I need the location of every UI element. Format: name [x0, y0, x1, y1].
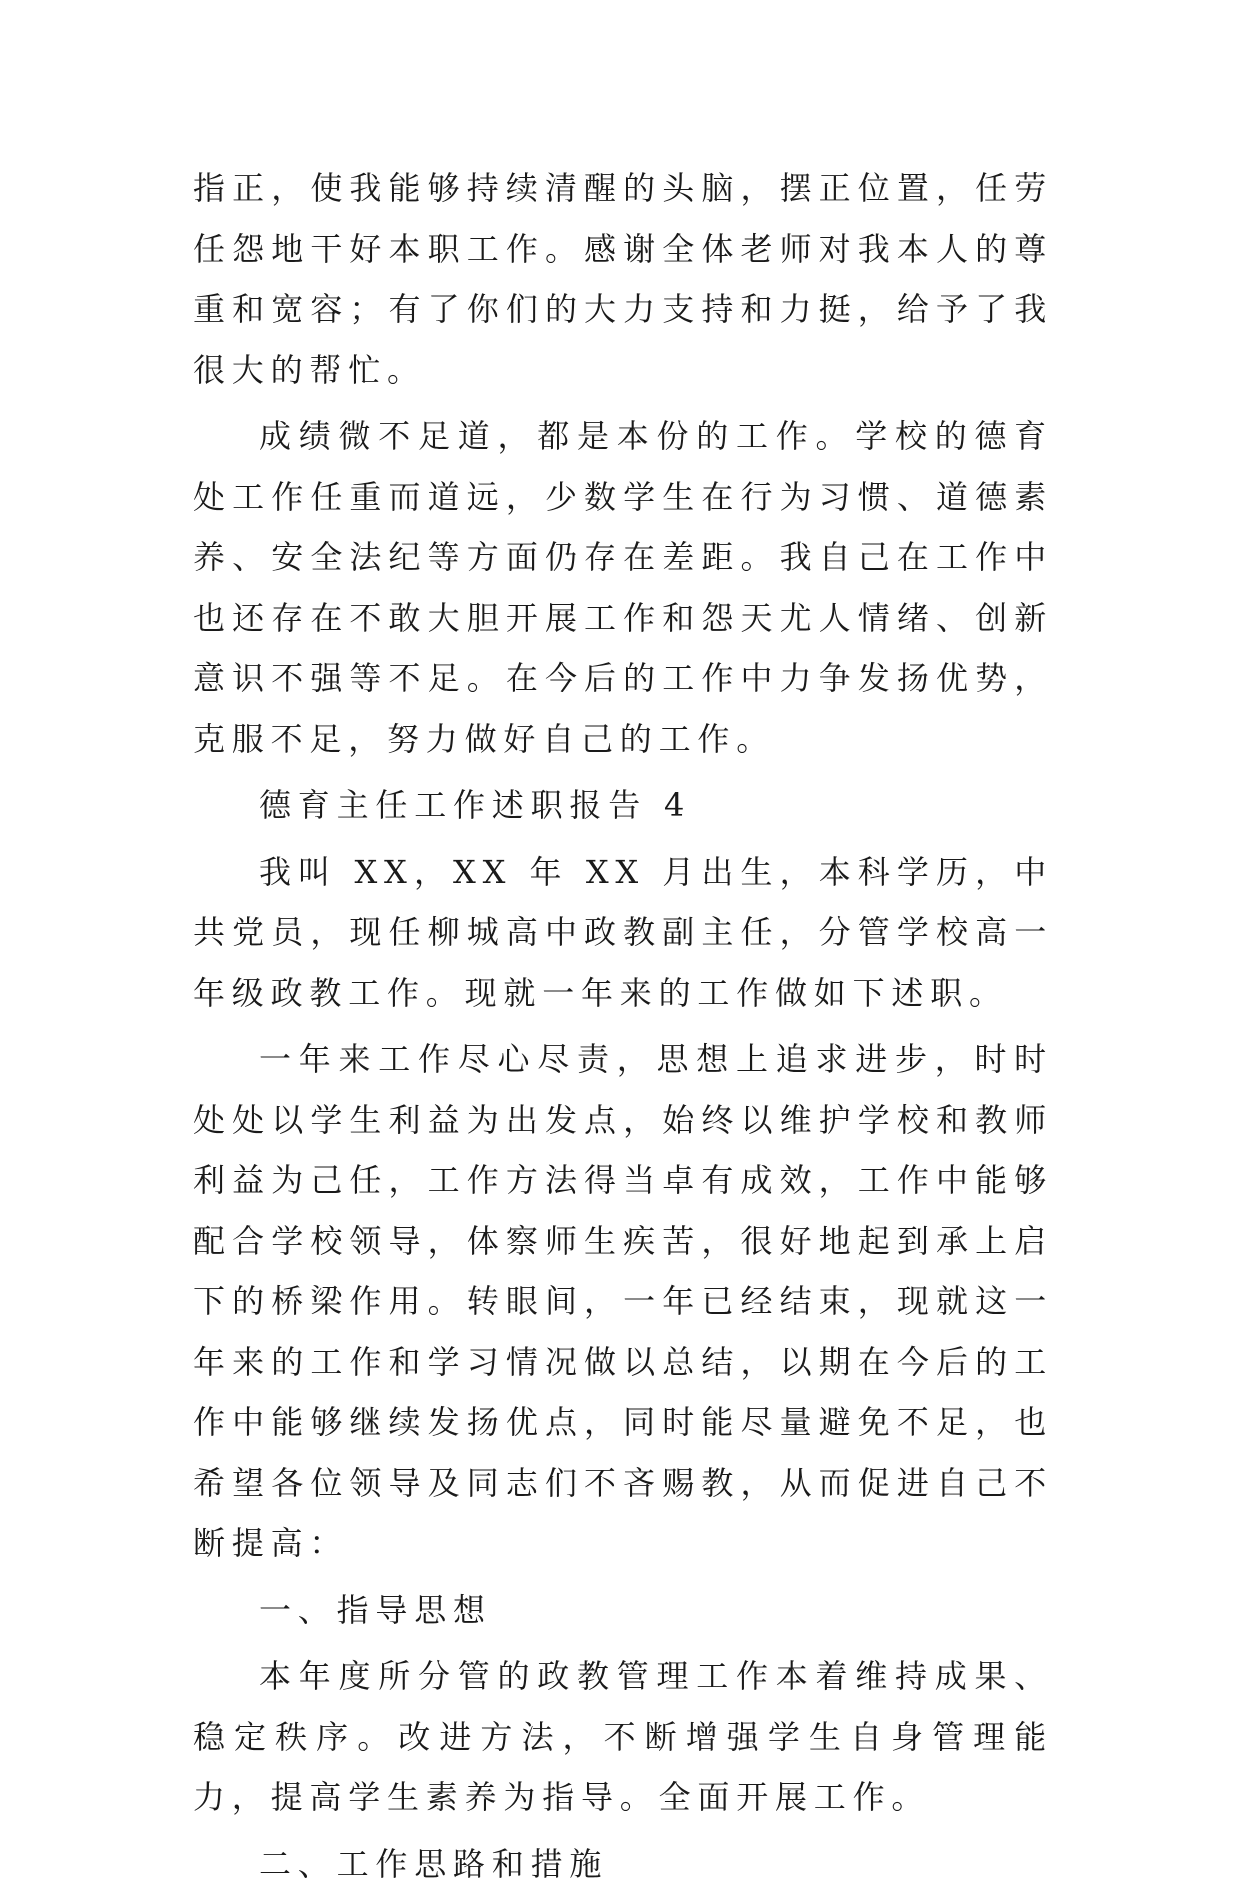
section-heading-work-approach: 二、工作思路和措施: [193, 1834, 1053, 1894]
paragraph-achievements: 成绩微不足道，都是本份的工作。学校的德育处工作任重而道远，少数学生在行为习惯、道德素养、安全法纪等方面仍存在差距。我自己在工作中也还存在不敢大胆开展工作和怨天尤人情绪、创新意识不强等不足。在今后的工作中力争发扬优势，克服不足，努力做好自己的工作。: [193, 406, 1053, 769]
paragraph-self-introduction: 我叫 XX，XX 年 XX 月出生，本科学历，中共党员，现任柳城高中政教副主任，分管学校高一年级政教工作。现就一年来的工作做如下述职。: [193, 842, 1053, 1024]
report-heading: 德育主任工作述职报告 4: [193, 775, 1053, 836]
paragraph-guiding-ideology: 本年度所分管的政教管理工作本着维持成果、稳定秩序。改进方法，不断增强学生自身管理能力，提高学生素养为指导。全面开展工作。: [193, 1646, 1053, 1828]
paragraph-work-summary: 一年来工作尽心尽责，思想上追求进步，时时处处以学生利益为出发点，始终以维护学校和教师利益为己任，工作方法得当卓有成效，工作中能够配合学校领导，体察师生疾苦，很好地起到承上启下的桥梁作用。转眼间，一年已经结束，现就这一年来的工作和学习情况做以总结，以期在今后的工作中能够继续发扬优点，同时能尽量避免不足，也希望各位领导及同志们不吝赐教，从而促进自己不断提高：: [193, 1029, 1053, 1574]
section-heading-guiding-ideology: 一、指导思想: [193, 1580, 1053, 1641]
paragraph-continuation: 指正，使我能够持续清醒的头脑，摆正位置，任劳任怨地干好本职工作。感谢全体老师对我本人的尊重和宽容；有了你们的大力支持和力挺，给予了我很大的帮忙。: [193, 158, 1053, 400]
document-body: [193, 158, 1053, 1894]
